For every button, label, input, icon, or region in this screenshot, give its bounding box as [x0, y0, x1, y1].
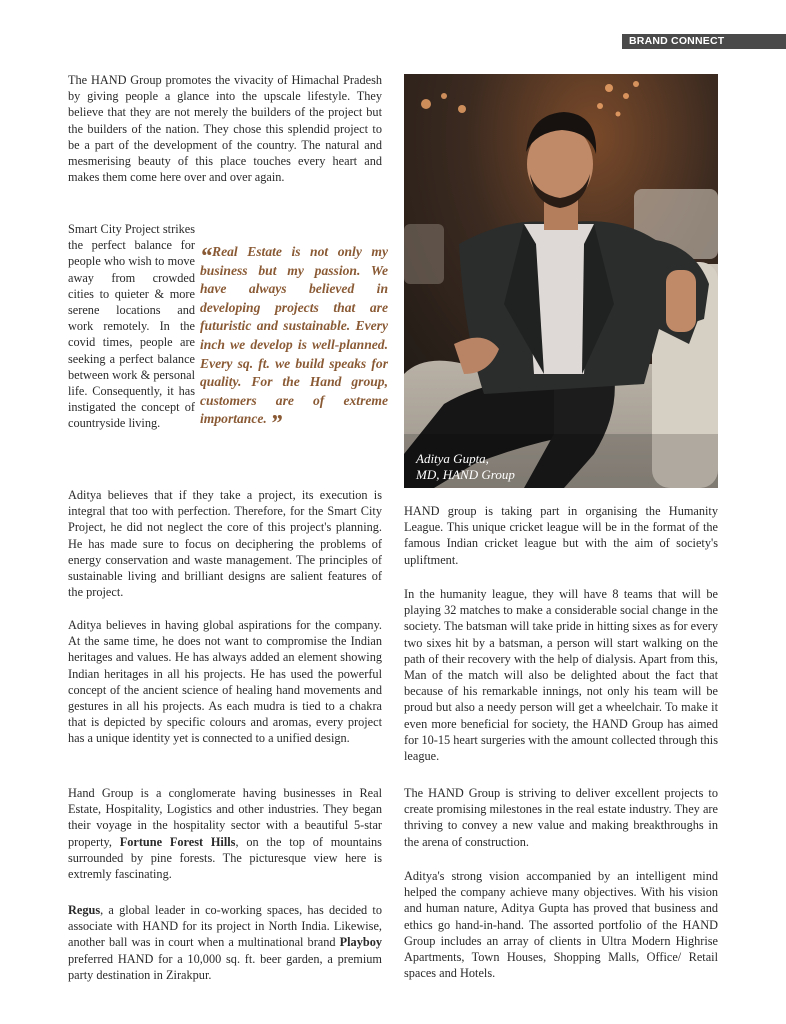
vision-paragraph: Aditya's strong vision accompanied by an intelligent mind helped the company achieve many objectives. With his vision and human nature, Aditya Gupta has proved that business and ethics go hand-in-hand. The assorted portfolio of the HAND Group includes an array of clients in Ultra Modern Highrise Apartments, Town Houses, Shopping Malls, Office/ Retail spaces and Hotels.	[404, 869, 718, 981]
regus-name: Regus	[68, 903, 101, 917]
execution-paragraph: Aditya believes that if they take a project, its execution is integral that too with perfection. Therefore, for the Smart City Project, he did not neglect the core of this project's planning. He has made sure to focus on deciphering the problems of energy conservation and waste management. The principles of sustainable living and brilliant designs are salient features of the project.	[68, 488, 382, 600]
smart-city-paragraph: Smart City Project strikes the perfect balance for people who wish to move away from crowded cities to quieter & more serene locations and work remotely. In the covid times, people are seeking a perfect balance between work & personal life. Consequently, it has instigated the concept of countryside living.	[68, 222, 195, 431]
league-details-paragraph: In the humanity league, they will have 8 teams that will be playing 32 matches to make a considerable social change in the society. The batsman will take pride in hitting sixes as for every two sixes hit by a batsman, a person will start walking on the path of their recovery with the help of dialysis. Apart from this, Man of the match will also be delighted about the fact that because of his remarkable innings, not only his team will be proud but also a needy person will get a wheelchair. To make it even more beneficial for society, the HAND Group has aimed for 10-15 heart surgeries with the amount collected through this league.	[404, 587, 718, 764]
section-tag: BRAND CONNECT	[622, 34, 786, 49]
conglomerate-paragraph	[68, 785, 382, 882]
conglomerate-text-1: Hand Group is a conglomerate having businesses in Real Estate, Hospitality, Logistics and other industries. They began their voyage in the hospitality sector with a beautiful 5-star property,	[68, 786, 382, 849]
portrait-illustration	[404, 74, 718, 488]
heritage-paragraph: Aditya believes in having global aspirations for the company. At the same time, he does not want to compromise the Indian heritages and values. He has always added an element showing Indian heritages in all his projects. He has used the powerful concept of the ancient science of healing hand movements and gestures in all his projects. As each mudra is tied to a chakra that is depicted by specific colours and aromas, every project has a unique identity yet is connected to a unified design.	[68, 618, 382, 746]
photo-caption	[416, 451, 515, 483]
intro-paragraph: The HAND Group promotes the vivacity of Himachal Pradesh by giving people a glance into the upscale lifestyle. They believe that they are not merely the builders of the project but the builders of the nation. They chose this splendid project to be a part of the development of the country. The natural and mesmerising beauty of this place touches every heart and makes them come here over and over again.	[68, 73, 382, 185]
playboy-name: Playboy	[339, 935, 382, 950]
pull-quote-text: Real Estate is not only my business but my passion. We have always believed in developing projects that are futuristic and sustainable. Every inch we develop is well-planned. Every sq. ft. we build speaks for quality. For the Hand group, customers are of extreme importance.	[200, 244, 388, 427]
portrait-photo	[404, 74, 718, 488]
close-quote-mark: ”	[270, 411, 283, 438]
striving-paragraph: The HAND Group is striving to deliver excellent projects to create promising milestones in the real estate industry. They are thriving to convey a new value and making breakthroughs in the arena of construction.	[404, 786, 718, 849]
caption-name: Aditya Gupta,	[416, 451, 489, 466]
humanity-league-paragraph: HAND group is taking part in organising the Humanity League. This unique cricket league will be in the format of the famous Indian cricket league but with the aim of society's upliftment.	[404, 504, 718, 567]
open-quote-mark: “	[200, 244, 212, 270]
pull-quote	[200, 243, 388, 438]
fortune-forest-hills-name: Fortune Forest Hills	[119, 834, 236, 849]
conglomerate-text-2: , on the top of mountains surrounded by pine forests. The picturesque view here is extremly fascinating.	[68, 834, 382, 882]
regus-text-1: , a global leader in co-working spaces, has decided to associate with HAND for its project in North India. Likewise, another ball was in court when a multinational brand	[68, 903, 382, 950]
regus-paragraph	[68, 902, 382, 983]
regus-text-2: preferred HAND for a 10,000 sq. ft. beer garden, a premium party destination in Zirakpur.	[68, 951, 382, 982]
caption-title: MD, HAND Group	[416, 467, 515, 482]
